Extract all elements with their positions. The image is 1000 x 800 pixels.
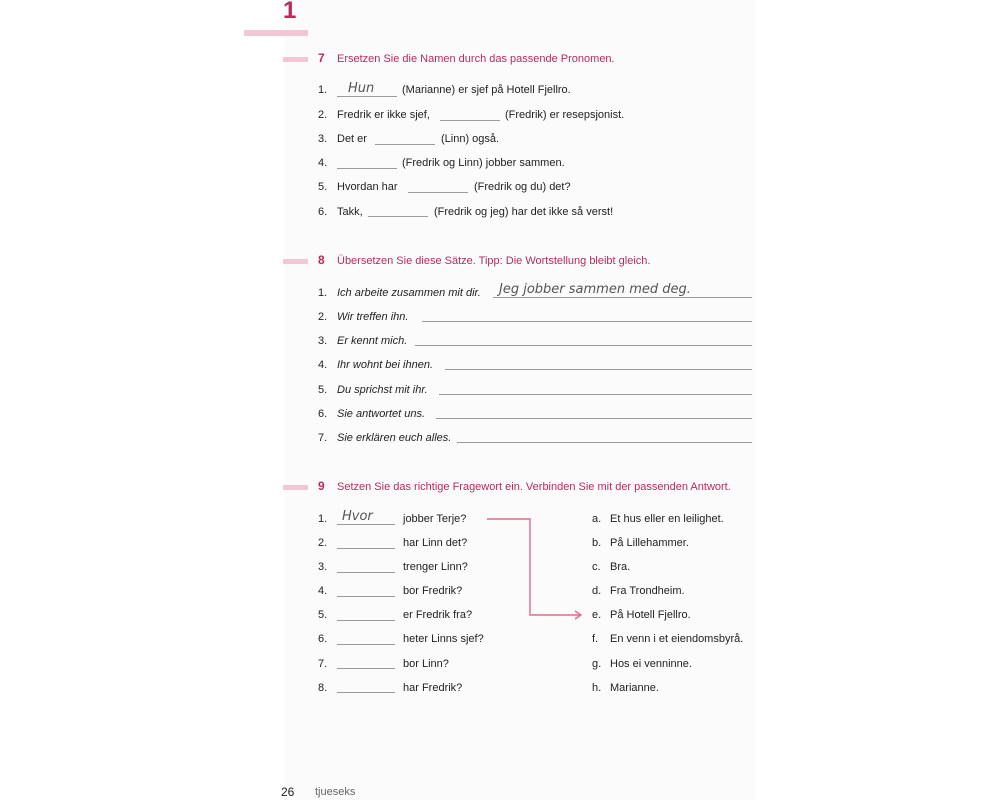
ex9-answer-g-text: Hos ei venninne. <box>610 658 692 670</box>
exercise-9-number: 9 <box>318 479 325 493</box>
ex7-item-2-number: 2. <box>318 109 328 121</box>
page-number-word: tjueseks <box>315 786 356 798</box>
ex7-item-6-pre: Takk, <box>337 206 363 218</box>
ex9-answer-e-text: På Hotell Fjellro. <box>610 609 691 621</box>
ex9-answer-e-letter: e. <box>592 609 602 621</box>
ex9-answer-g-letter: g. <box>592 658 602 670</box>
ex9-answer-h-letter: h. <box>592 682 602 694</box>
ex9-question-3-number: 3. <box>318 561 328 573</box>
ex8-item-3-number: 3. <box>318 335 328 347</box>
chapter-number: 1 <box>283 0 297 24</box>
ex8-item-5-text: Du sprichst mit ihr. <box>337 384 428 396</box>
ex9-question-7-number: 7. <box>318 658 328 670</box>
ex7-item-5-post: (Fredrik og du) det? <box>474 181 571 193</box>
ex8-item-7-text: Sie erklären euch alles. <box>337 432 452 444</box>
ex9-question-4-number: 4. <box>318 585 328 597</box>
ex7-item-4-post: (Fredrik og Linn) jobber sammen. <box>402 157 565 169</box>
ex9-question-7-text: bor Linn? <box>403 658 449 670</box>
ex8-item-6-number: 6. <box>318 408 328 420</box>
exercise-7-number: 7 <box>318 51 325 65</box>
ex8-item-1-answer: Jeg jobber sammen med deg. <box>499 282 691 297</box>
ex8-item-6-text: Sie antwortet uns. <box>337 408 426 420</box>
ex9-connector-line <box>487 519 580 615</box>
ex9-answer-a-text: Et hus eller en leilighet. <box>610 513 724 525</box>
ex8-item-3-text: Er kennt mich. <box>337 335 408 347</box>
ex9-answer-h-text: Marianne. <box>610 682 659 694</box>
ex9-answer-f-letter: f. <box>592 633 599 645</box>
ex9-question-5-number: 5. <box>318 609 328 621</box>
ex9-answer-b-text: På Lillehammer. <box>610 537 689 549</box>
ex9-answer-b-letter: b. <box>592 537 602 549</box>
ex8-item-5-number: 5. <box>318 384 328 396</box>
exercise-7-title: Ersetzen Sie die Namen durch das passende Pronomen. <box>337 53 615 65</box>
ex9-question-5-text: er Fredrik fra? <box>403 609 473 621</box>
ex7-item-1-answer: Hun <box>348 81 375 96</box>
ex9-question-1-text: jobber Terje? <box>403 513 467 525</box>
ex9-question-1-number: 1. <box>318 513 328 525</box>
ex7-item-6-post: (Fredrik og jeg) har det ikke så verst! <box>434 206 614 218</box>
ex8-item-4-number: 4. <box>318 359 328 371</box>
ex8-item-1-number: 1. <box>318 287 328 299</box>
ex7-item-3-post: (Linn) også. <box>441 133 500 145</box>
ex7-item-2-post: (Fredrik) er resepsjonist. <box>505 109 625 121</box>
ex8-item-1-text: Ich arbeite zusammen mit dir. <box>337 287 481 299</box>
page-number: 26 <box>281 785 295 799</box>
ex9-question-8-number: 8. <box>318 682 328 694</box>
exercise-9-title: Setzen Sie das richtige Fragewort ein. Verbinden Sie mit der passenden Antwort. <box>337 481 731 493</box>
ex7-item-1-number: 1. <box>318 84 328 96</box>
ex9-answer-c-letter: c. <box>592 561 601 573</box>
ex9-question-4-text: bor Fredrik? <box>403 585 463 597</box>
ex7-item-4-number: 4. <box>318 157 328 169</box>
ex8-item-7-number: 7. <box>318 432 328 444</box>
ex9-question-1-answer: Hvor <box>342 509 373 524</box>
ex9-question-2-text: har Linn det? <box>403 537 468 549</box>
ex9-question-2-number: 2. <box>318 537 328 549</box>
ex7-item-3-pre: Det er <box>337 133 367 145</box>
ex7-item-5-number: 5. <box>318 181 328 193</box>
ex7-item-1-post: (Marianne) er sjef på Hotell Fjellro. <box>402 84 571 96</box>
ex7-item-5-pre: Hvordan har <box>337 181 398 193</box>
exercise-8-title: Übersetzen Sie diese Sätze. Tipp: Die Wortstellung bleibt gleich. <box>337 255 651 267</box>
ex9-answer-c-text: Bra. <box>610 561 631 573</box>
ex9-question-3-text: trenger Linn? <box>403 561 468 573</box>
exercise-8-number: 8 <box>318 253 325 267</box>
ex9-question-6-number: 6. <box>318 633 328 645</box>
ex7-item-2-pre: Fredrik er ikke sjef, <box>337 109 430 121</box>
ex9-question-8-text: har Fredrik? <box>403 682 463 694</box>
ex8-item-4-text: Ihr wohnt bei ihnen. <box>337 359 434 371</box>
ex7-item-3-number: 3. <box>318 133 328 145</box>
ex8-item-2-text: Wir treffen ihn. <box>337 311 409 323</box>
ex9-answer-a-letter: a. <box>592 513 602 525</box>
ex7-item-6-number: 6. <box>318 206 328 218</box>
ex9-answer-f-text: En venn i et eiendomsbyrå. <box>610 633 744 645</box>
ex9-question-6-text: heter Linns sjef? <box>403 633 484 645</box>
ex9-answer-d-letter: d. <box>592 585 602 597</box>
ex8-item-2-number: 2. <box>318 311 328 323</box>
ex9-answer-d-text: Fra Trondheim. <box>610 585 685 597</box>
